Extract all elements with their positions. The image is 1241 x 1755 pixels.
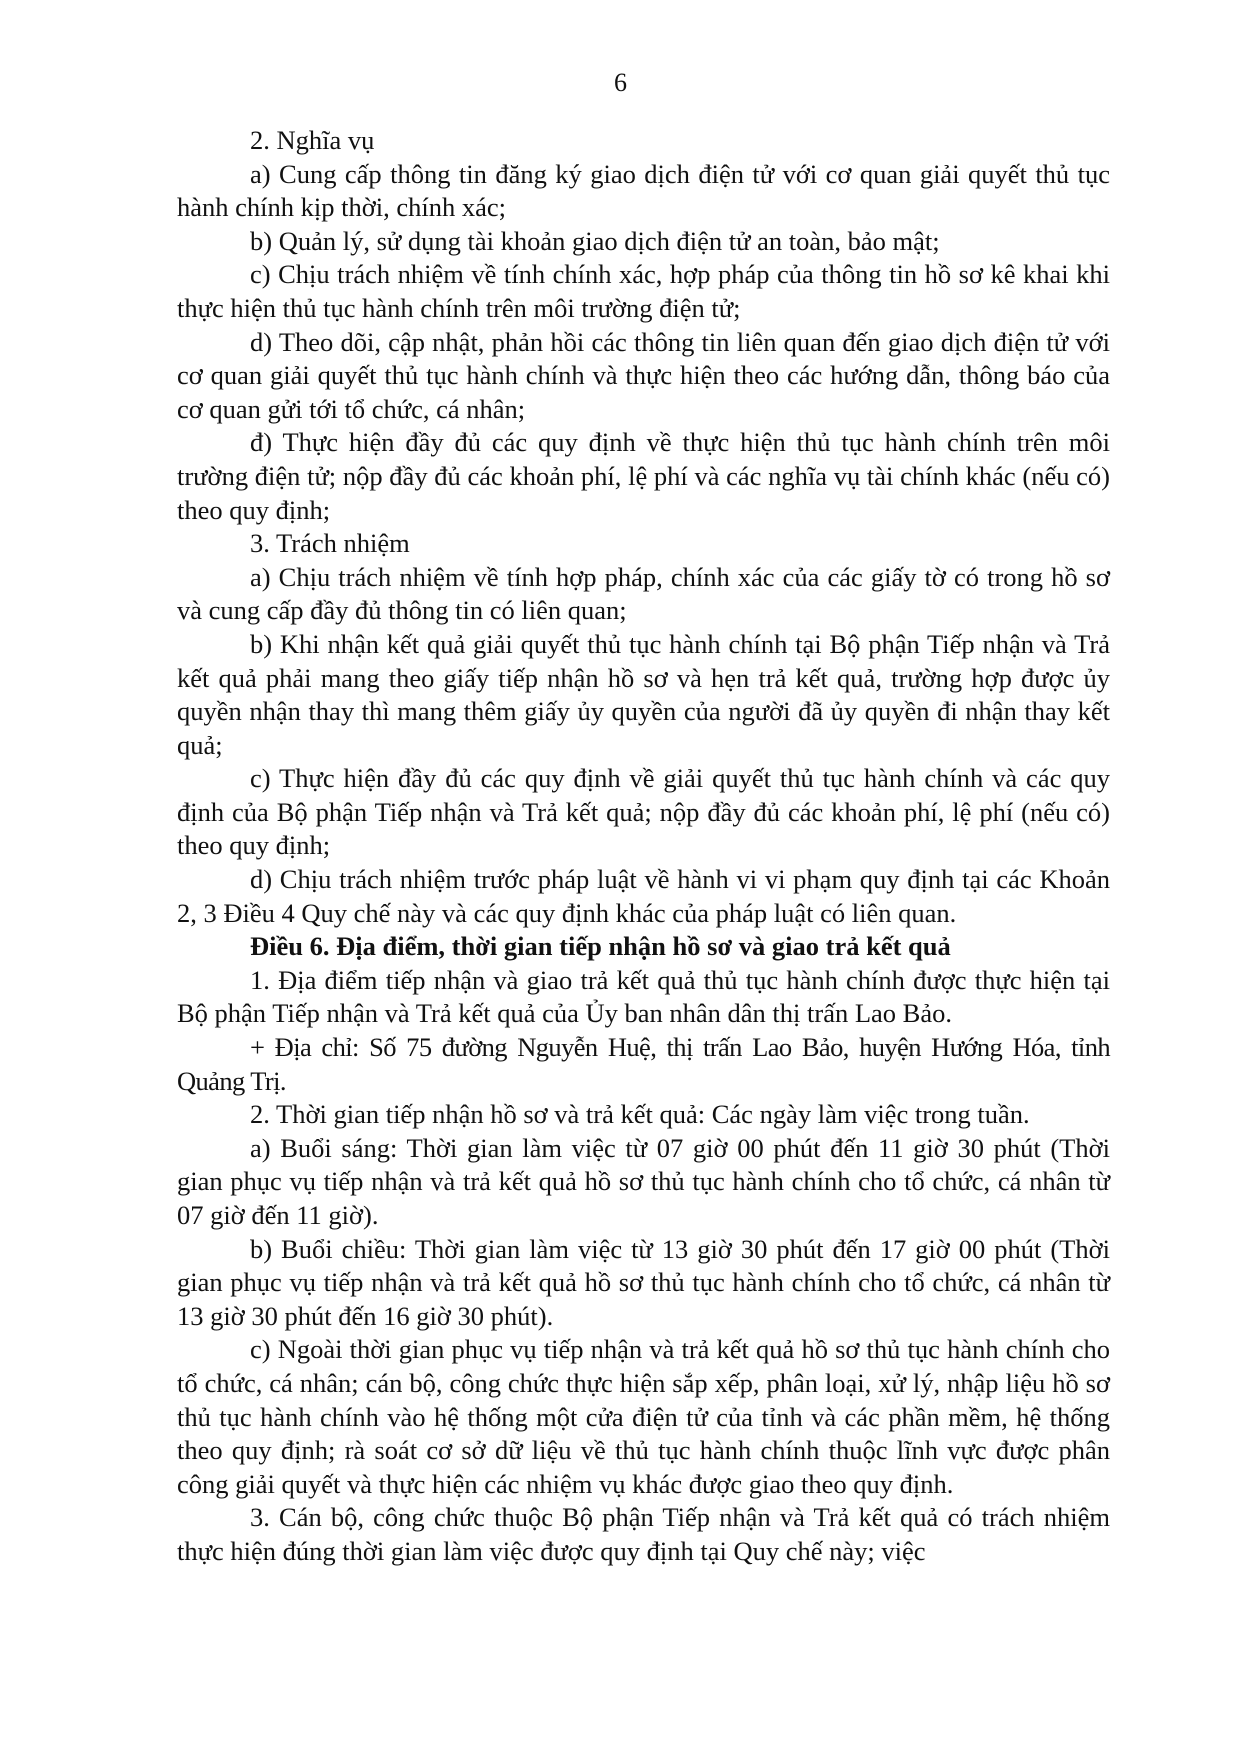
paragraph-responsibility-a: a) Chịu trách nhiệm về tính hợp pháp, chính xác của các giấy tờ có trong hồ sơ và cung cấp đầy đủ thông tin có liên quan;	[177, 561, 1110, 626]
paragraph-obligation-b: b) Quản lý, sử dụng tài khoản giao dịch điện tử an toàn, bảo mật;	[250, 225, 940, 256]
paragraph-responsibility-heading: 3. Trách nhiệm	[250, 528, 410, 559]
paragraph-obligation-dd: đ) Thực hiện đầy đủ các quy định về thực hiện thủ tục hành chính trên môi trường điện tử; nộp đầy đủ các khoản phí, lệ phí và các nghĩa vụ tài chính khác (nếu có) theo quy định;	[177, 427, 1110, 525]
paragraph-responsibility-d: d) Chịu trách nhiệm trước pháp luật về hành vi vi phạm quy định tại các Khoản 2, 3 Điều 4 Quy chế này và các quy định khác của pháp luật có liên quan.	[177, 864, 1110, 928]
page-number: 6	[614, 68, 627, 97]
paragraph-outside-hours: c) Ngoài thời gian phục vụ tiếp nhận và trả kết quả hồ sơ thủ tục hành chính cho tổ chức, cá nhân; cán bộ, công chức thực hiện sắp xếp, phân loại, xử lý, nhập liệu hồ sơ thủ tục hành chính vào hệ thống một cửa điện tử của tỉnh và các phần mềm, hệ thống theo quy định; rà soát cơ sở dữ liệu về thủ tục hành chính thuộc lĩnh vực được phân công giải quyết và thực hiện các nhiệm vụ khác được giao theo quy định.	[177, 1334, 1110, 1499]
paragraph-working-time: 2. Thời gian tiếp nhận hồ sơ và trả kết quả: Các ngày làm việc trong tuần.	[250, 1099, 1030, 1130]
paragraph-obligations-heading: 2. Nghĩa vụ	[250, 125, 375, 155]
paragraph-obligation-d: d) Theo dõi, cập nhật, phản hồi các thông tin liên quan đến giao dịch điện tử với cơ quan giải quyết thủ tục hành chính và thực hiện theo các hướng dẫn, thông báo của cơ quan gửi tới tổ chức, cá nhân;	[177, 326, 1110, 424]
article-6-heading: Điều 6. Địa điểm, thời gian tiếp nhận hồ sơ và giao trả kết quả	[250, 931, 951, 962]
paragraph-morning: a) Buổi sáng: Thời gian làm việc từ 07 giờ 00 phút đến 11 giờ 30 phút (Thời gian phục vụ tiếp nhận và trả kết quả hồ sơ thủ tục hành chính cho tổ chức, cá nhân từ 07 giờ đến 11 giờ).	[177, 1132, 1110, 1230]
paragraph-location: 1. Địa điểm tiếp nhận và giao trả kết quả thủ tục hành chính được thực hiện tại Bộ phận Tiếp nhận và Trả kết quả của Ủy ban nhân dân thị trấn Lao Bảo.	[177, 964, 1110, 1029]
paragraph-obligation-a: a) Cung cấp thông tin đăng ký giao dịch điện tử với cơ quan giải quyết thủ tục hành chính kịp thời, chính xác;	[177, 158, 1110, 223]
paragraph-staff-duty: 3. Cán bộ, công chức thuộc Bộ phận Tiếp nhận và Trả kết quả có trách nhiệm thực hiện đúng thời gian làm việc được quy định tại Quy chế này; việc	[177, 1502, 1110, 1566]
paragraph-afternoon: b) Buổi chiều: Thời gian làm việc từ 13 giờ 30 phút đến 17 giờ 00 phút (Thời gian phục vụ tiếp nhận và trả kết quả hồ sơ thủ tục hành chính cho tổ chức, cá nhân từ 13 giờ 30 phút đến 16 giờ 30 phút).	[177, 1233, 1110, 1331]
paragraph-address: + Địa chỉ: Số 75 đường Nguyễn Huệ, thị trấn Lao Bảo, huyện Hướng Hóa, tỉnh Quảng Trị.	[177, 1032, 1110, 1096]
paragraph-obligation-c: c) Chịu trách nhiệm về tính chính xác, hợp pháp của thông tin hồ sơ kê khai khi thực hiện thủ tục hành chính trên môi trường điện tử;	[177, 259, 1110, 323]
paragraph-responsibility-b: b) Khi nhận kết quả giải quyết thủ tục hành chính tại Bộ phận Tiếp nhận và Trả kết quả phải mang theo giấy tiếp nhận hồ sơ và hẹn trả kết quả, trường hợp được ủy quyền nhận thay thì mang thêm giấy ủy quyền của người đã ủy quyền đi nhận thay kết quả;	[177, 628, 1110, 760]
paragraph-responsibility-c: c) Thực hiện đầy đủ các quy định về giải quyết thủ tục hành chính và các quy định của Bộ phận Tiếp nhận và Trả kết quả; nộp đầy đủ các khoản phí, lệ phí (nếu có) theo quy định;	[177, 763, 1110, 861]
document-body	[177, 124, 1110, 1569]
